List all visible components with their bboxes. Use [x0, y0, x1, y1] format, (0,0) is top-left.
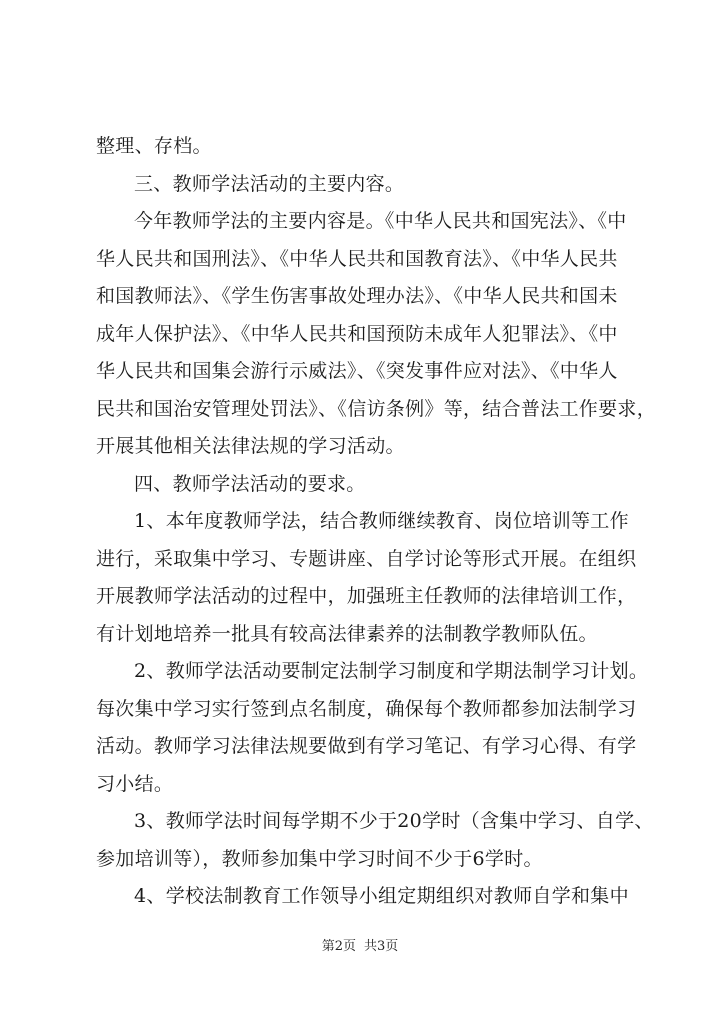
text-line: 2、教师学法活动要制定法制学习制度和学期法制学习计划。 [134, 660, 649, 682]
text-line: 整理、存档。 [96, 135, 212, 157]
text-line: 1、本年度教师学法，结合教师继续教育、岗位培训等工作 [134, 510, 629, 532]
text-line: 民共和国治安管理处罚法》、《信访条例》等，结合普法工作要求， [96, 397, 657, 420]
text-line: 开展其他相关法律法规的学习活动。 [96, 435, 405, 457]
text-line: 进行，采取集中学习、专题讲座、自学讨论等形式开展。在组织 [96, 547, 637, 570]
text-line: 华人民共和国集会游行示威法》、《突发事件应对法》、《中华人 [96, 360, 618, 382]
text-line: 今年教师学法的主要内容是。《中华人民共和国宪法》、《中 [134, 210, 627, 232]
text-line: 习小结。 [96, 772, 174, 795]
text-line: 成年人保护法》、《中华人民共和国预防未成年人犯罪法》、《中 [96, 322, 618, 345]
page-footer [0, 938, 720, 956]
text-line: 每次集中学习实行签到点名制度，确保每个教师都参加法制学习 [96, 697, 637, 720]
section-heading: 三、教师学法活动的主要内容。 [134, 172, 405, 195]
page-number: 第2页 [321, 939, 356, 954]
text-line: 华人民共和国刑法》、《中华人民共和国教育法》、《中华人民共 [96, 247, 618, 270]
text-line: 活动。教师学习法律法规要做到有学习笔记、有学习心得、有学 [96, 735, 637, 757]
text-line: 和国教师法》、《学生伤害事故处理办法》、《中华人民共和国未 [96, 285, 618, 307]
text-line: 参加培训等），教师参加集中学习时间不少于6学时。 [96, 847, 543, 870]
body-text [96, 128, 657, 916]
text-line: 有计划地培养一批具有较高法律素养的法制教学教师队伍。 [96, 622, 598, 645]
text-line: 4、学校法制教育工作领导小组定期组织对教师自学和集中 [134, 885, 629, 907]
page-total: 共3页 [364, 939, 399, 954]
text-line: 3、教师学法时间每学期不少于20学时（含集中学习、自学、 [134, 810, 654, 832]
section-heading: 四、教师学法活动的要求。 [134, 472, 366, 495]
text-line: 开展教师学法活动的过程中，加强班主任教师的法律培训工作， [96, 585, 637, 607]
